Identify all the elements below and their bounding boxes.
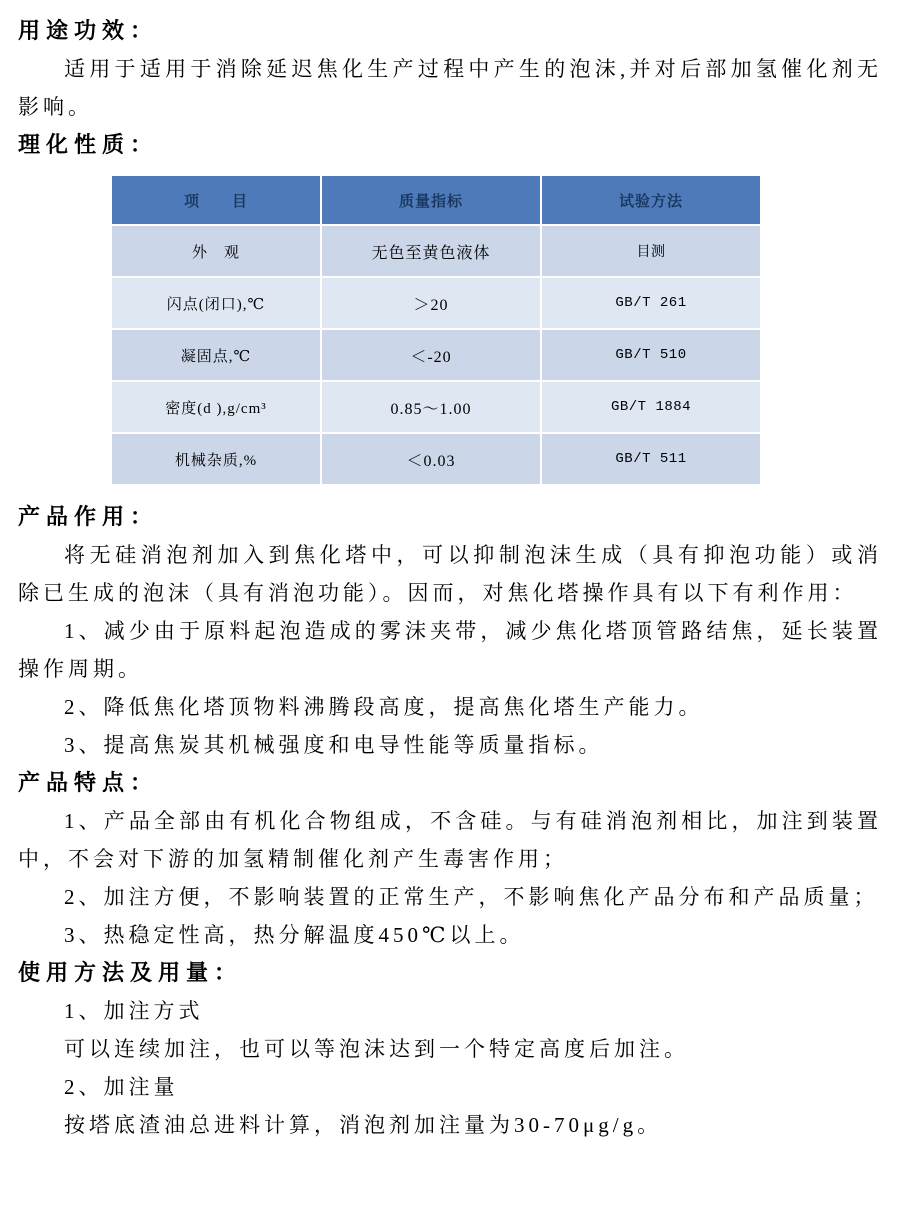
list-item-feature-1: 1、产品全部由有机化合物组成，不含硅。与有硅消泡剂相比，加注到装置中，不会对下游的加氢精制催化剂产生毒害作用； (18, 809, 882, 871)
heading-usage-method: 使用方法及用量： (18, 960, 243, 985)
spec-table (110, 174, 762, 486)
table-row-freezing-point (111, 329, 761, 381)
table-cell-item: 外 观 (111, 225, 321, 277)
table-cell-value: 无色至黄色液体 (321, 225, 541, 277)
spec-table-header-row (111, 175, 761, 225)
list-item-function-3: 3、提高焦炭其机械强度和电导性能等质量指标。 (64, 733, 604, 757)
paragraph-usage: 适用于适用于消除延迟焦化生产过程中产生的泡沫,并对后部加氢催化剂无影响。 (18, 57, 882, 119)
table-row-appearance (111, 225, 761, 277)
table-cell-value: ＜0.03 (321, 433, 541, 485)
table-cell-value: 0.85～1.00 (321, 381, 541, 433)
table-cell-method: GB/T 1884 (541, 381, 761, 433)
heading-physical-properties: 理化性质： (18, 132, 159, 157)
table-cell-item: 密度(d ),g/cm³ (111, 381, 321, 433)
table-cell-item: 凝固点,℃ (111, 329, 321, 381)
heading-product-function: 产品作用： (18, 504, 159, 529)
heading-product-features: 产品特点： (18, 770, 159, 795)
table-cell-item: 闪点(闭口),℃ (111, 277, 321, 329)
list-item-method-1: 1、加注方式 (64, 999, 204, 1023)
spec-table-header-quality-index: 质量指标 (321, 175, 541, 225)
list-item-feature-2: 2、加注方便，不影响装置的正常生产，不影响焦化产品分布和产品质量； (64, 885, 879, 909)
table-cell-method: 目测 (541, 225, 761, 277)
list-item-feature-3: 3、热稳定性高，热分解温度450℃以上。 (64, 923, 525, 947)
table-cell-method: GB/T 511 (541, 433, 761, 485)
list-item-function-1: 1、减少由于原料起泡造成的雾沫夹带，减少焦化塔顶管路结焦，延长装置操作周期。 (18, 619, 882, 681)
spec-table-header-item: 项 目 (111, 175, 321, 225)
table-cell-value: ＜-20 (321, 329, 541, 381)
table-cell-method: GB/T 261 (541, 277, 761, 329)
table-row-mechanical-impurities (111, 433, 761, 485)
list-item-function-2: 2、降低焦化塔顶物料沸腾段高度，提高焦化塔生产能力。 (64, 695, 704, 719)
paragraph-method-2: 按塔底渣油总进料计算，消泡剂加注量为30-70μg/g。 (64, 1113, 663, 1137)
paragraph-function-intro: 将无硅消泡剂加入到焦化塔中，可以抑制泡沫生成（具有抑泡功能）或消除已生成的泡沫（具有消泡功能）。因而，对焦化塔操作具有以下有利作用： (18, 543, 882, 605)
table-cell-method: GB/T 510 (541, 329, 761, 381)
table-row-density (111, 381, 761, 433)
table-row-flash-point (111, 277, 761, 329)
list-item-method-2: 2、加注量 (64, 1075, 179, 1099)
spec-table-header-test-method: 试验方法 (541, 175, 761, 225)
heading-usage: 用途功效： (18, 18, 159, 43)
table-cell-value: ＞20 (321, 277, 541, 329)
paragraph-method-1: 可以连续加注，也可以等泡沫达到一个特定高度后加注。 (64, 1037, 689, 1061)
table-cell-item: 机械杂质,% (111, 433, 321, 485)
